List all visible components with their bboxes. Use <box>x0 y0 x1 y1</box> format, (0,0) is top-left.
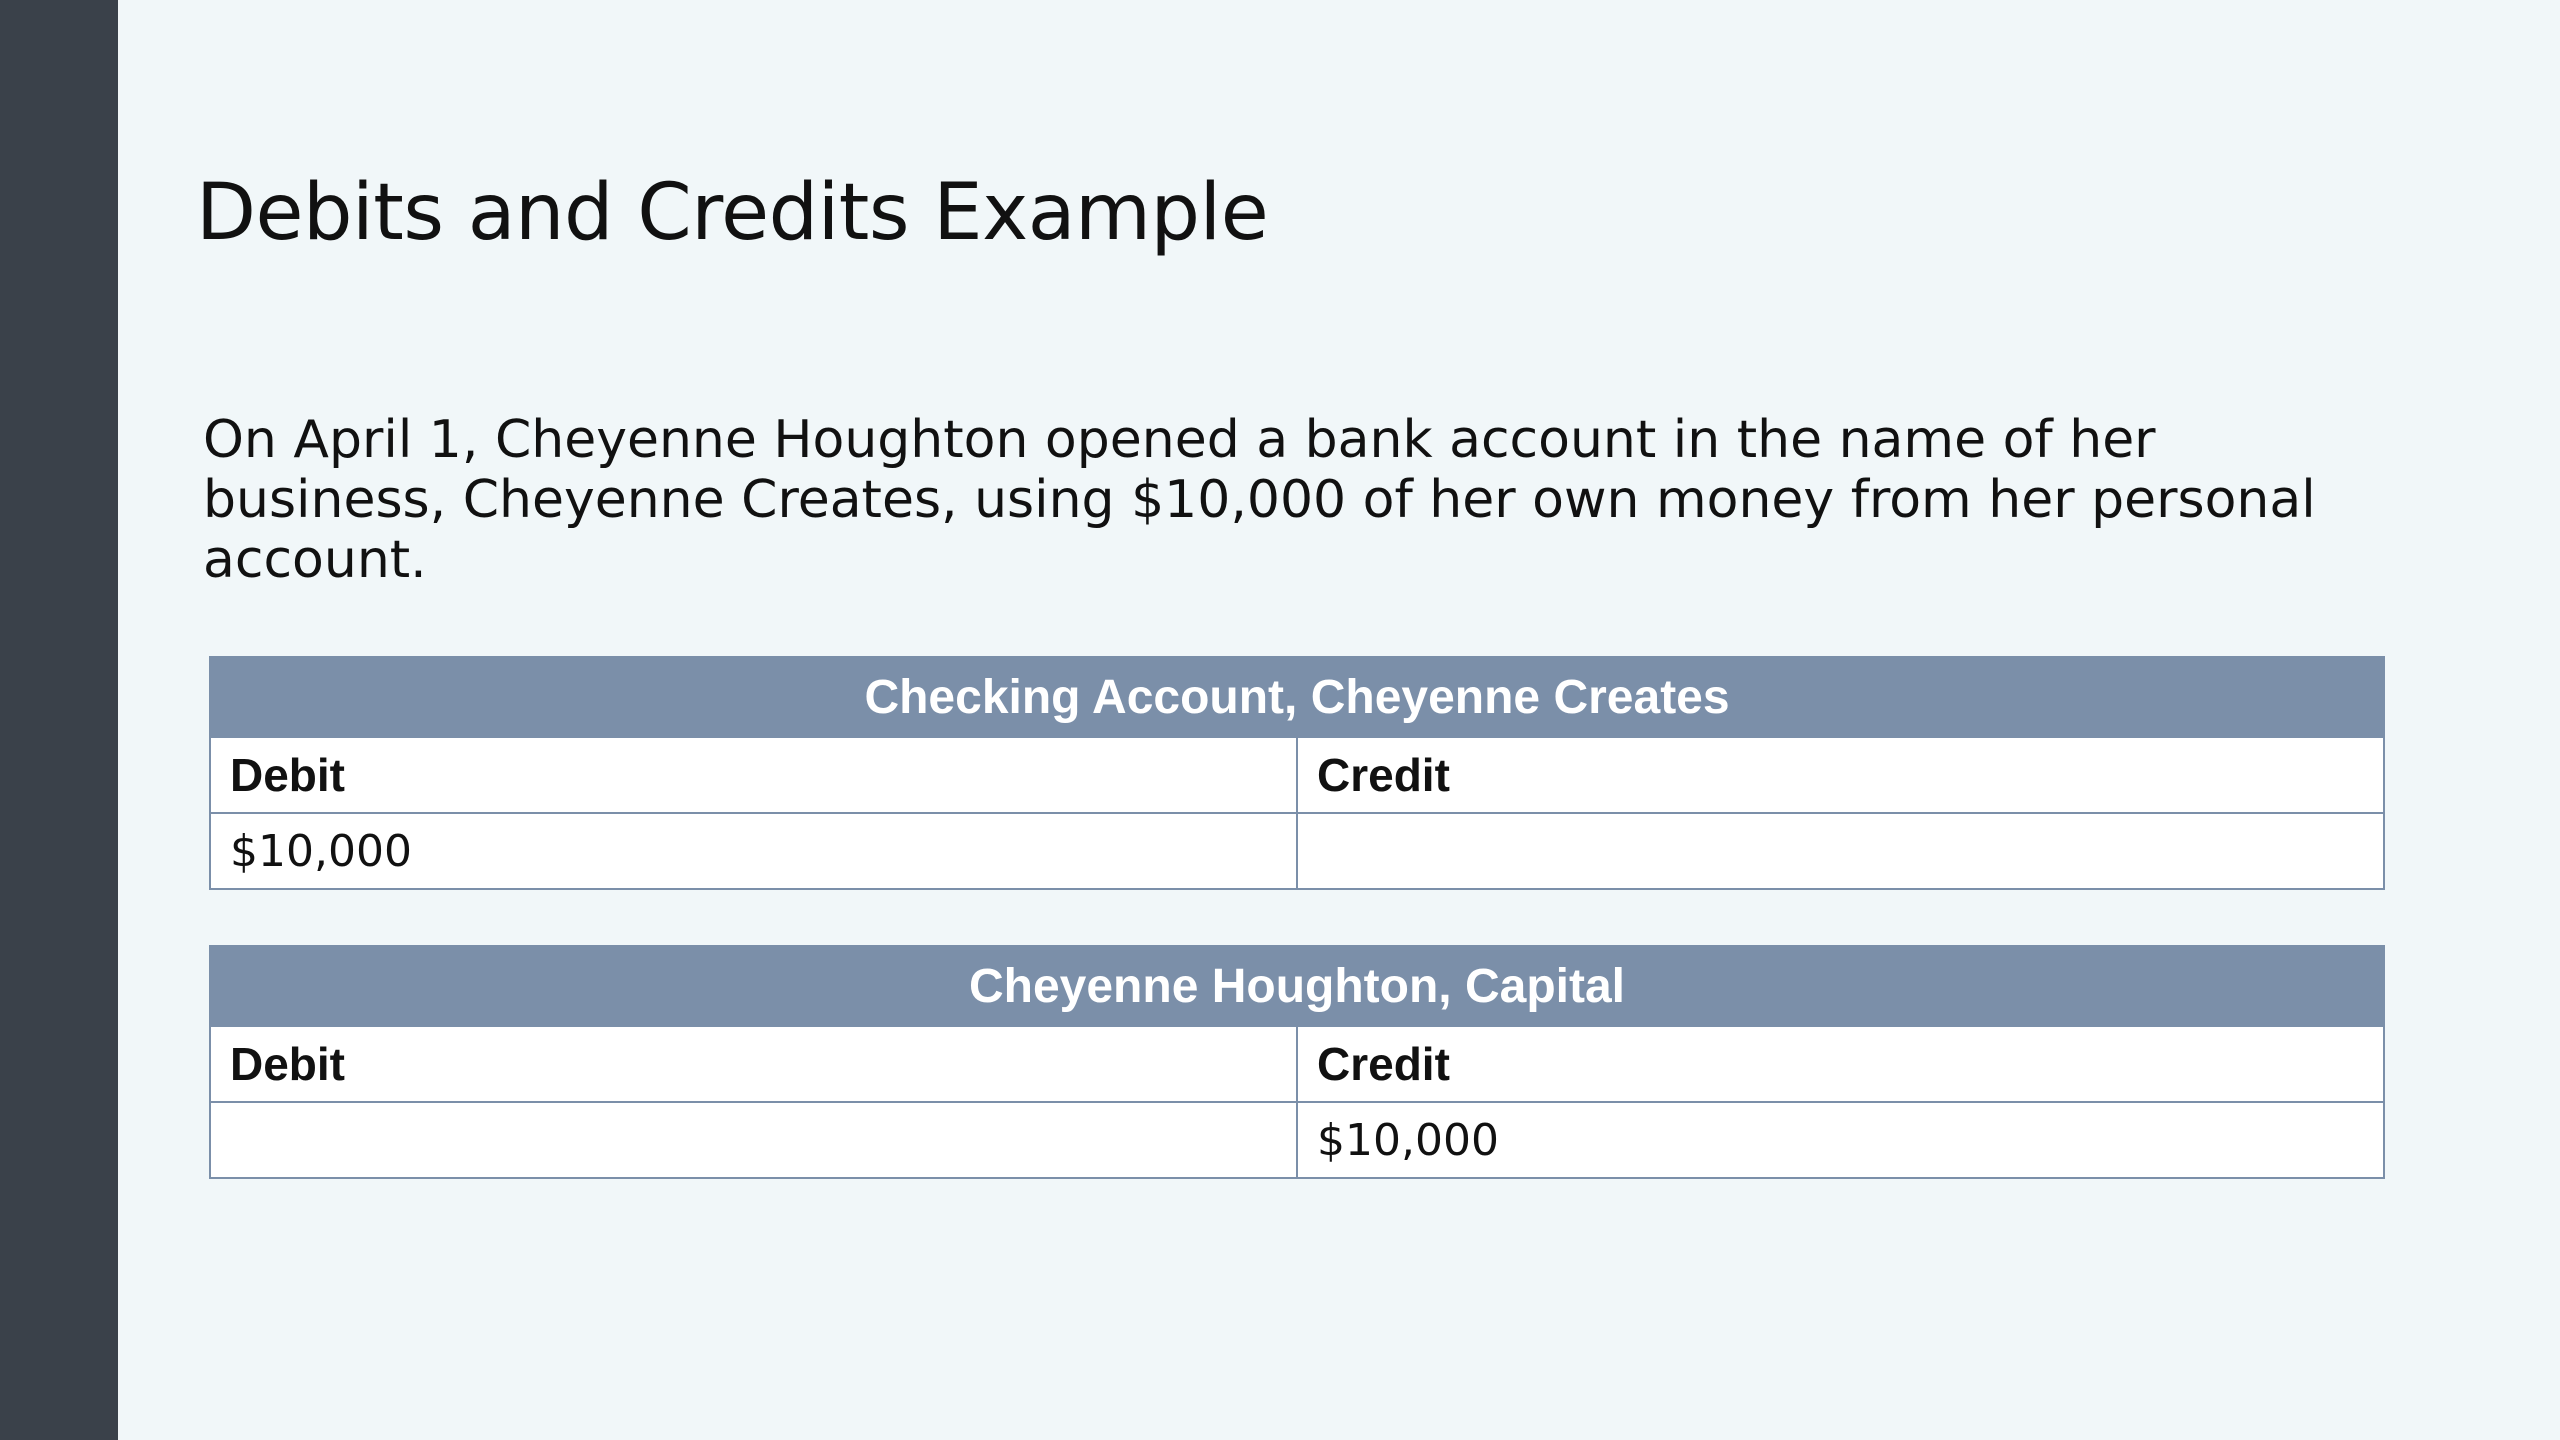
slide-body-text: On April 1, Cheyenne Houghton opened a bank account in the name of her business, Cheyenne Creates, using $10,000 of her own money from her personal account. <box>203 410 2316 590</box>
credit-amount <box>1297 813 2384 889</box>
debit-amount <box>210 1102 1297 1178</box>
slide-title: Debits and Credits Example <box>196 168 1269 258</box>
debit-column-header: Debit <box>210 1026 1297 1102</box>
t-account-capital <box>209 945 2385 1179</box>
credit-column-header: Credit <box>1297 1026 2384 1102</box>
credit-column-header: Credit <box>1297 737 2384 813</box>
debit-amount: $10,000 <box>210 813 1297 889</box>
account-title: Checking Account, Cheyenne Creates <box>210 657 2384 737</box>
side-accent-bar <box>0 0 118 1440</box>
debit-column-header: Debit <box>210 737 1297 813</box>
t-account-checking <box>209 656 2385 890</box>
account-title: Cheyenne Houghton, Capital <box>210 946 2384 1026</box>
credit-amount: $10,000 <box>1297 1102 2384 1178</box>
